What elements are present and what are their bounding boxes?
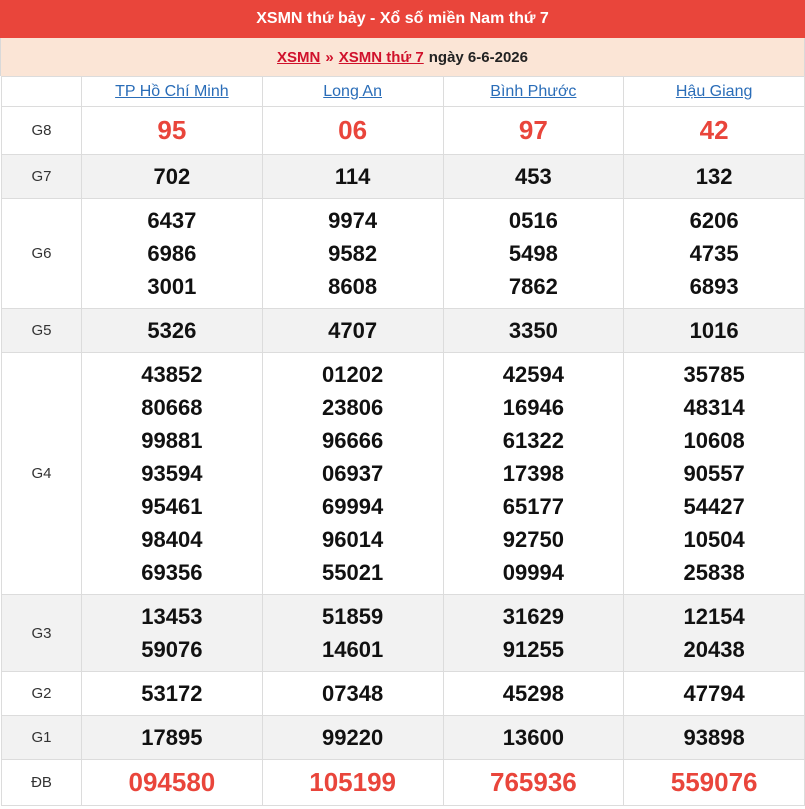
prize-number: 93594	[141, 461, 203, 486]
province-link-binh-phuoc[interactable]: Bình Phước	[490, 82, 577, 100]
prize-number: 105199	[309, 767, 396, 797]
prize-number: 17398	[502, 461, 564, 486]
prize-cell-g8-hau-giang	[624, 107, 805, 155]
prize-cell-g2-binh-phuoc	[443, 672, 624, 716]
prize-row-g1	[2, 716, 805, 760]
prize-label-g8: G8	[2, 107, 82, 155]
prize-number: 23806	[322, 395, 384, 420]
prize-cell-g4-binh-phuoc	[443, 353, 624, 595]
prize-cell-db-hau-giang	[624, 760, 805, 806]
prize-number: 69356	[141, 560, 203, 585]
draw-date: ngày 6-6-2026	[428, 48, 528, 66]
breadcrumb	[0, 38, 805, 76]
page-title: XSMN thứ bảy - Xổ số miền Nam thứ 7	[256, 10, 549, 27]
prize-row-g4	[2, 353, 805, 595]
prize-cell-db-binh-phuoc	[443, 760, 624, 806]
prize-number: 96014	[322, 527, 384, 552]
prize-number: 9582	[328, 241, 378, 266]
prize-label-g1: G1	[2, 716, 82, 760]
prize-number: 54427	[683, 494, 745, 519]
prize-number: 53172	[141, 681, 203, 706]
prize-number: 06937	[322, 461, 384, 486]
prize-cell-g1-long-an	[262, 716, 443, 760]
prize-number: 31629	[502, 604, 564, 629]
prize-number: 114	[334, 164, 371, 189]
prize-number: 6437	[147, 208, 197, 233]
prize-number: 98404	[141, 527, 203, 552]
prize-label-g5: G5	[2, 309, 82, 353]
prize-number: 6986	[147, 241, 197, 266]
prize-number: 07348	[322, 681, 384, 706]
prize-number: 90557	[683, 461, 745, 486]
prize-row-db	[2, 760, 805, 806]
prize-label-g2: G2	[2, 672, 82, 716]
prize-label-db: ĐB	[2, 760, 82, 806]
prize-number: 6893	[689, 274, 739, 299]
prize-number: 4735	[689, 241, 739, 266]
prize-number: 16946	[502, 395, 564, 420]
results-table	[1, 76, 805, 806]
prize-cell-g7-tp-ho-chi-minh	[82, 155, 263, 199]
prize-label-g6: G6	[2, 199, 82, 309]
prize-cell-g8-tp-ho-chi-minh	[82, 107, 263, 155]
prize-number: 7862	[508, 274, 558, 299]
prize-number: 3001	[147, 274, 197, 299]
prize-number: 1016	[689, 318, 739, 343]
prize-number: 47794	[683, 681, 745, 706]
header-corner	[2, 77, 82, 107]
prize-number: 99220	[322, 725, 384, 750]
prize-number: 95461	[141, 494, 203, 519]
prize-number: 51859	[322, 604, 384, 629]
prize-number: 12154	[683, 604, 745, 629]
prize-cell-g3-tp-ho-chi-minh	[82, 595, 263, 672]
prize-cell-g5-tp-ho-chi-minh	[82, 309, 263, 353]
prize-cell-g8-binh-phuoc	[443, 107, 624, 155]
prize-number: 17895	[141, 725, 203, 750]
prize-cell-g1-binh-phuoc	[443, 716, 624, 760]
prize-cell-db-long-an	[262, 760, 443, 806]
prize-cell-g5-hau-giang	[624, 309, 805, 353]
prize-cell-g1-hau-giang	[624, 716, 805, 760]
prize-cell-g7-binh-phuoc	[443, 155, 624, 199]
prize-row-g8	[2, 107, 805, 155]
prize-cell-g2-hau-giang	[624, 672, 805, 716]
prize-number: 61322	[502, 428, 564, 453]
prize-number: 13600	[502, 725, 564, 750]
prize-number: 8608	[328, 274, 378, 299]
prize-number: 42594	[502, 362, 564, 387]
prize-number: 42	[699, 115, 729, 145]
prize-number: 5498	[508, 241, 558, 266]
prize-number: 91255	[502, 637, 564, 662]
prize-number: 132	[695, 164, 733, 189]
prize-number: 01202	[322, 362, 384, 387]
prize-number: 4707	[328, 318, 378, 343]
prize-row-g7	[2, 155, 805, 199]
prize-cell-g5-long-an	[262, 309, 443, 353]
prize-cell-g2-tp-ho-chi-minh	[82, 672, 263, 716]
prize-number: 48314	[683, 395, 745, 420]
prize-number: 10504	[683, 527, 745, 552]
prize-number: 702	[153, 164, 191, 189]
prize-number: 43852	[141, 362, 203, 387]
prize-number: 20438	[683, 637, 745, 662]
page-title-bar	[0, 0, 805, 38]
prize-cell-db-tp-ho-chi-minh	[82, 760, 263, 806]
province-link-hau-giang[interactable]: Hậu Giang	[675, 82, 753, 100]
prize-label-g4: G4	[2, 353, 82, 595]
prize-cell-g3-binh-phuoc	[443, 595, 624, 672]
prize-number: 59076	[141, 637, 203, 662]
prize-number: 5326	[147, 318, 197, 343]
prize-row-g6	[2, 199, 805, 309]
prize-number: 35785	[683, 362, 745, 387]
prize-number: 97	[518, 115, 548, 145]
prize-number: 10608	[683, 428, 745, 453]
prize-number: 92750	[502, 527, 564, 552]
prize-number: 55021	[322, 560, 384, 585]
prize-number: 9974	[328, 208, 378, 233]
province-header-row	[2, 77, 805, 107]
prize-number: 96666	[322, 428, 384, 453]
province-link-long-an[interactable]: Long An	[323, 82, 382, 100]
prize-number: 14601	[322, 637, 384, 662]
prize-cell-g5-binh-phuoc	[443, 309, 624, 353]
prize-number: 3350	[508, 318, 558, 343]
prize-cell-g7-hau-giang	[624, 155, 805, 199]
prize-row-g2	[2, 672, 805, 716]
prize-number: 65177	[502, 494, 564, 519]
prize-number: 0516	[508, 208, 558, 233]
breadcrumb-separator: »	[325, 48, 334, 66]
prize-cell-g6-binh-phuoc	[443, 199, 624, 309]
prize-cell-g4-hau-giang	[624, 353, 805, 595]
province-link-tp-ho-chi-minh[interactable]: TP Hồ Chí Minh	[115, 82, 229, 100]
prize-cell-g6-long-an	[262, 199, 443, 309]
prize-row-g3	[2, 595, 805, 672]
prize-label-g7: G7	[2, 155, 82, 199]
prize-cell-g3-hau-giang	[624, 595, 805, 672]
prize-number: 559076	[670, 767, 758, 797]
prize-number: 453	[515, 164, 552, 189]
prize-number: 6206	[689, 208, 739, 233]
prize-number: 93898	[683, 725, 745, 750]
prize-cell-g3-long-an	[262, 595, 443, 672]
prize-label-g3: G3	[2, 595, 82, 672]
prize-number: 094580	[128, 767, 216, 797]
prize-cell-g6-tp-ho-chi-minh	[82, 199, 263, 309]
breadcrumb-link-xsmn-thu-7[interactable]: XSMN thứ 7	[338, 48, 424, 66]
prize-number: 80668	[141, 395, 203, 420]
breadcrumb-link-xsmn[interactable]: XSMN	[277, 48, 321, 66]
prize-row-g5	[2, 309, 805, 353]
prize-number: 13453	[141, 604, 203, 629]
prize-number: 06	[338, 115, 368, 145]
prize-cell-g8-long-an	[262, 107, 443, 155]
prize-number: 95	[157, 115, 187, 145]
prize-number: 25838	[683, 560, 745, 585]
prize-number: 45298	[502, 681, 564, 706]
prize-cell-g1-tp-ho-chi-minh	[82, 716, 263, 760]
prize-cell-g2-long-an	[262, 672, 443, 716]
prize-cell-g7-long-an	[262, 155, 443, 199]
prize-number: 99881	[141, 428, 203, 453]
prize-cell-g6-hau-giang	[624, 199, 805, 309]
prize-number: 765936	[489, 767, 577, 797]
prize-cell-g4-long-an	[262, 353, 443, 595]
prize-cell-g4-tp-ho-chi-minh	[82, 353, 263, 595]
prize-number: 69994	[322, 494, 384, 519]
prize-number: 09994	[502, 560, 564, 585]
